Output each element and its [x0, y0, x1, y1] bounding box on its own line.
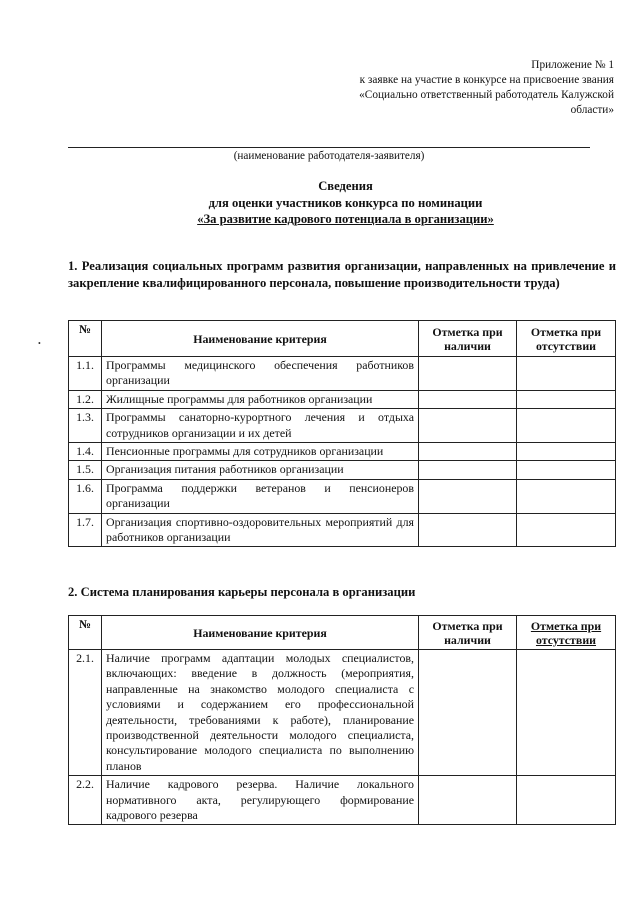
mark-present-cell[interactable]: [419, 650, 517, 776]
document-heading: [68, 178, 623, 228]
row-number: 1.5.: [69, 461, 102, 479]
column-header-absent: Отметка при отсутствии: [517, 616, 616, 650]
row-number: 1.2.: [69, 390, 102, 408]
criterion-name: Программы медицинского обеспечения работников организации: [102, 357, 419, 391]
table-row: [69, 479, 616, 513]
table-row: [69, 513, 616, 547]
column-header-name: Наименование критерия: [102, 321, 419, 357]
criterion-name: Организация питания работников организации: [102, 461, 419, 479]
margin-mark: •: [38, 339, 41, 348]
row-number: 1.7.: [69, 513, 102, 547]
mark-absent-cell[interactable]: [517, 409, 616, 443]
section-2-title: 2. Система планирования карьеры персонала в организации: [68, 585, 416, 599]
mark-absent-cell[interactable]: [517, 390, 616, 408]
column-header-num: №: [69, 321, 102, 357]
row-number: 2.1.: [69, 650, 102, 776]
table-row: [69, 461, 616, 479]
criterion-name: Наличие программ адаптации молодых специалистов, включающих: введение в должность (мероприятия, направленные на знакомство молодого специалиста с условиями и содержанием его профессиональной деятельности, требованиями к работе), планирование производственной деятельности молодого специалиста, консультирование молодого специалиста по выполнению планов: [102, 650, 419, 776]
appendix-line-3: «Социально ответственный работодатель Калужской: [359, 89, 614, 101]
mark-absent-cell[interactable]: [517, 479, 616, 513]
mark-absent-cell[interactable]: [517, 357, 616, 391]
appendix-note: [314, 58, 614, 118]
criteria-table-1: [68, 320, 616, 547]
column-header-present: Отметка при наличии: [419, 321, 517, 357]
mark-present-cell[interactable]: [419, 776, 517, 825]
mark-absent-cell[interactable]: [517, 650, 616, 776]
criterion-name: Наличие кадрового резерва. Наличие локального нормативного акта, регулирующего формирование кадрового резерва: [102, 776, 419, 825]
mark-present-cell[interactable]: [419, 461, 517, 479]
mark-present-cell[interactable]: [419, 409, 517, 443]
row-number: 1.6.: [69, 479, 102, 513]
table-row: [69, 390, 616, 408]
heading-subtitle: для оценки участников конкурса по номинации: [208, 195, 483, 210]
mark-present-cell[interactable]: [419, 390, 517, 408]
table-header-row: [69, 321, 616, 357]
appendix-line-1: Приложение № 1: [531, 59, 614, 71]
criteria-table-2-body: [69, 650, 616, 825]
criterion-name: Пенсионные программы для сотрудников организации: [102, 443, 419, 461]
criterion-name: Организация спортивно-оздоровительных мероприятий для работников организации: [102, 513, 419, 547]
column-header-absent: Отметка при отсутствии: [517, 321, 616, 357]
mark-present-cell[interactable]: [419, 513, 517, 547]
row-number: 1.4.: [69, 443, 102, 461]
appendix-line-2: к заявке на участие в конкурсе на присвоение звания: [359, 74, 614, 86]
mark-absent-cell[interactable]: [517, 776, 616, 825]
heading-title: Сведения: [318, 179, 373, 193]
criteria-table-1-body: [69, 357, 616, 547]
criterion-name: Программы санаторно-курортного лечения и отдыха сотрудников организации и их детей: [102, 409, 419, 443]
row-number: 1.1.: [69, 357, 102, 391]
mark-absent-cell[interactable]: [517, 443, 616, 461]
mark-present-cell[interactable]: [419, 443, 517, 461]
criteria-table-2: [68, 615, 616, 825]
mark-present-cell[interactable]: [419, 479, 517, 513]
applicant-caption: (наименование работодателя-заявителя): [233, 150, 425, 162]
table-row: [69, 650, 616, 776]
applicant-name-line: [68, 147, 590, 148]
mark-absent-cell[interactable]: [517, 513, 616, 547]
row-number: 1.3.: [69, 409, 102, 443]
table-row: [69, 776, 616, 825]
table-row: [69, 357, 616, 391]
table-header-row: [69, 616, 616, 650]
table-row: [69, 409, 616, 443]
appendix-line-4: области»: [570, 104, 614, 116]
criterion-name: Жилищные программы для работников организации: [102, 390, 419, 408]
table-row: [69, 443, 616, 461]
mark-absent-cell[interactable]: [517, 461, 616, 479]
criterion-name: Программа поддержки ветеранов и пенсионеров организации: [102, 479, 419, 513]
heading-nomination: «За развитие кадрового потенциала в организации»: [197, 212, 494, 226]
column-header-num: №: [69, 616, 102, 650]
row-number: 2.2.: [69, 776, 102, 825]
section-1-title: 1. Реализация социальных программ развития организации, направленных на привлечение и закрепление квалифицированного персонала, повышение производительности труда): [68, 259, 616, 290]
column-header-name: Наименование критерия: [102, 616, 419, 650]
mark-present-cell[interactable]: [419, 357, 517, 391]
column-header-present: Отметка при наличии: [419, 616, 517, 650]
